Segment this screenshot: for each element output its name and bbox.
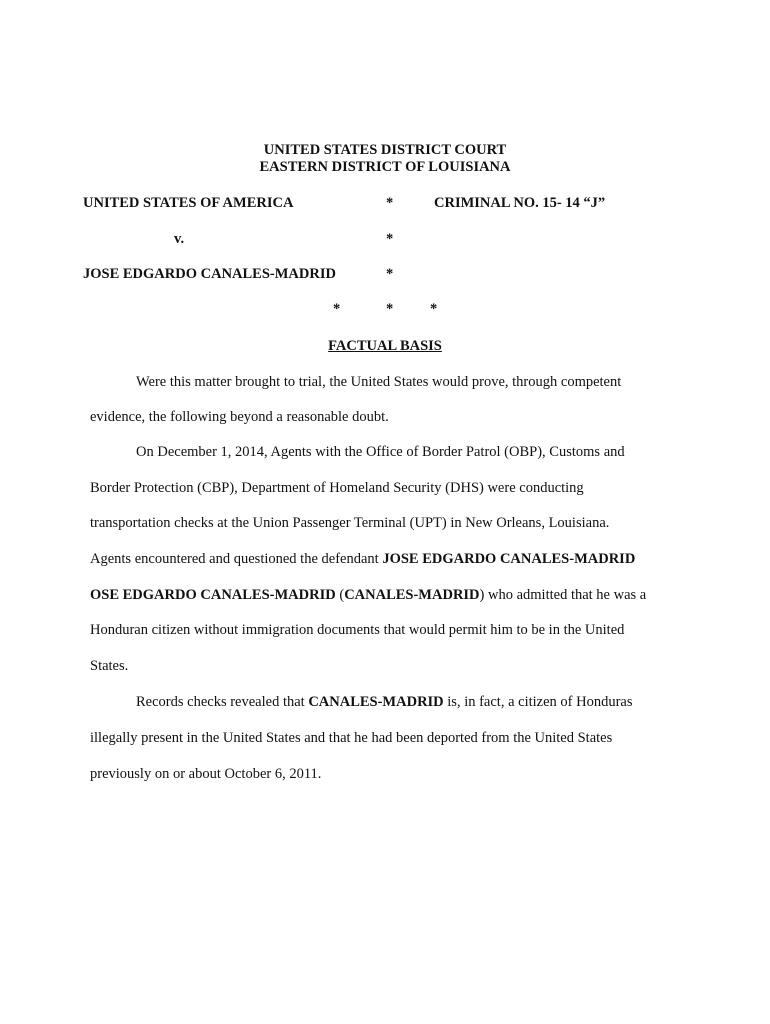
body-text-segment: ( bbox=[335, 587, 345, 603]
court-name: UNITED STATES DISTRICT COURT bbox=[263, 142, 507, 158]
caption-asterisk: * bbox=[386, 231, 394, 247]
body-text-line: evidence, the following beyond a reasonable doubt. bbox=[90, 409, 389, 425]
defendant-short-name: CANALES-MADRID bbox=[344, 587, 480, 603]
body-text-line: previously on or about October 6, 2011. bbox=[90, 766, 322, 782]
body-text-segment: is, in fact, a citizen of Honduras bbox=[443, 694, 633, 710]
body-text-line: On December 1, 2014, Agents with the Office of Border Patrol (OBP), Customs and bbox=[136, 444, 625, 460]
body-text-line bbox=[136, 693, 633, 711]
body-text-line: Were this matter brought to trial, the United States would prove, through competent bbox=[136, 374, 622, 390]
body-text-segment: Records checks revealed that bbox=[136, 694, 309, 710]
body-text-segment: ) who admitted that he was a bbox=[479, 587, 647, 603]
defendant-name: JOSE EDGARDO CANALES-MADRID bbox=[382, 551, 636, 567]
body-text-segment: Agents encountered and questioned the defendant bbox=[90, 551, 383, 567]
defendant-name: OSE EDGARDO CANALES-MADRID bbox=[90, 587, 336, 603]
caption-defendant: JOSE EDGARDO CANALES-MADRID bbox=[83, 266, 336, 282]
defendant-short-name: CANALES-MADRID bbox=[308, 694, 444, 710]
caption-asterisk: * bbox=[386, 195, 394, 211]
body-text-line: transportation checks at the Union Passenger Terminal (UPT) in New Orleans, Louisiana. bbox=[90, 515, 610, 531]
body-text-line bbox=[90, 586, 646, 604]
section-heading: FACTUAL BASIS bbox=[328, 338, 442, 354]
caption-versus: v. bbox=[174, 231, 185, 247]
body-text-line bbox=[90, 550, 635, 568]
case-number: CRIMINAL NO. 15- 14 “J” bbox=[434, 195, 606, 211]
caption-asterisk: * bbox=[333, 301, 341, 317]
caption-asterisk: * bbox=[386, 266, 394, 282]
body-text-line: States. bbox=[90, 658, 129, 674]
body-text-line: Honduran citizen without immigration documents that would permit him to be in the United bbox=[90, 622, 625, 638]
court-district: EASTERN DISTRICT OF LOUISIANA bbox=[259, 159, 511, 175]
caption-asterisk: * bbox=[386, 301, 394, 317]
body-text-line: illegally present in the United States and that he had been deported from the United States bbox=[90, 730, 613, 746]
caption-plaintiff: UNITED STATES OF AMERICA bbox=[83, 195, 294, 211]
caption-asterisk: * bbox=[430, 301, 438, 317]
body-text-line: Border Protection (CBP), Department of Homeland Security (DHS) were conducting bbox=[90, 480, 584, 496]
